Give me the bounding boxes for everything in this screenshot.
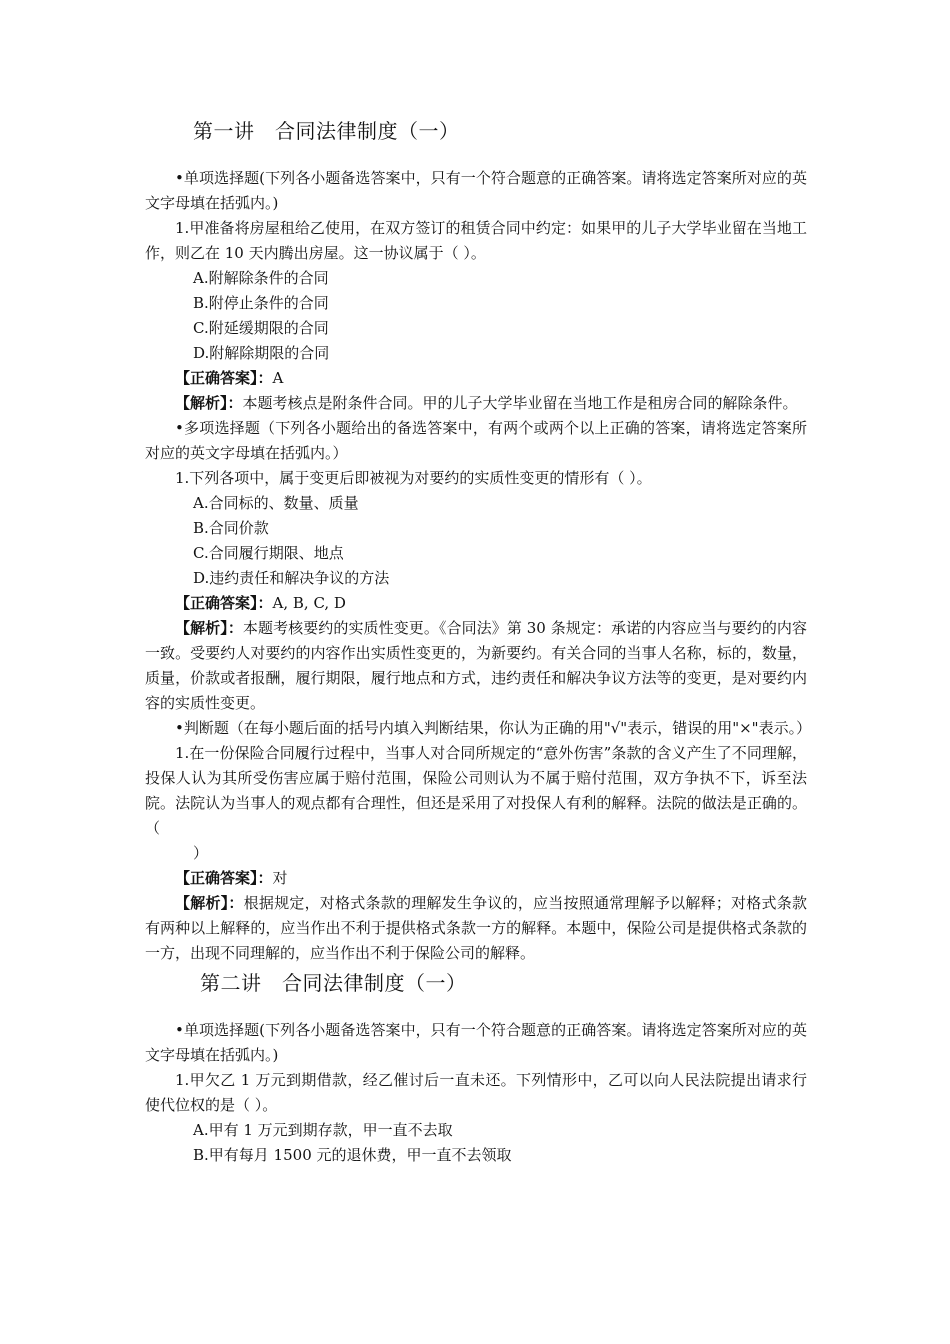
multi-choice-question: 1.下列各项中，属于变更后即被视为对要约的实质性变更的情形有（ ）。: [175, 469, 652, 487]
single-choice-question: 1.甲欠乙 1 万元到期借款，经乙催讨后一直未还。下列情形中，乙可以向人民法院提出请求行使代位权的是（ ）。: [145, 1071, 807, 1114]
option-a: A.合同标的、数量、质量: [193, 494, 359, 512]
judge-header: •判断题（在每小题后面的括号内填入判断结果，你认为正确的用"√"表示，错误的用"×"表示。）: [175, 719, 812, 737]
analysis: [145, 391, 807, 416]
answer-value: A, B, C, D: [272, 594, 346, 612]
analysis-label: 【解析】：: [175, 619, 243, 637]
analysis-text: 本题考核点是附条件合同。甲的儿子大学毕业留在当地工作是租房合同的解除条件。: [242, 394, 798, 412]
analysis-label: 【解析】：: [175, 894, 244, 912]
judge-question-tail: ）: [193, 844, 209, 862]
analysis-label: 【解析】：: [175, 394, 243, 412]
correct-answer: [145, 866, 807, 891]
option-d: D.附解除期限的合同: [193, 344, 330, 362]
analysis-text: 根据规定，对格式条款的理解发生争议的，应当按照通常理解予以解释；对格式条款有两种以上解释的，应当作出不利于提供格式条款一方的解释。本题中，保险公司是提供格式条款的一方，出现不同理解的，应当作出不利于保险公司的解释。: [145, 894, 807, 962]
analysis: [145, 891, 807, 966]
lecture-1-title: 第一讲 合同法律制度（一）: [193, 119, 460, 143]
multi-choice-header: •多项选择题（下列各小题给出的备选答案中，有两个或两个以上正确的答案，请将选定答案所对应的英文字母填在括弧内。）: [145, 419, 807, 462]
option-b: B.附停止条件的合同: [193, 294, 329, 312]
option-d: D.违约责任和解决争议的方法: [193, 569, 390, 587]
single-choice-header: •单项选择题(下列各小题备选答案中，只有一个符合题意的正确答案。请将选定答案所对应的英文字母填在括弧内。): [145, 169, 807, 212]
answer-label: 【正确答案】：: [175, 594, 273, 612]
answer-value: A: [272, 369, 284, 387]
correct-answer: [145, 591, 807, 616]
analysis-text: 本题考核要约的实质性变更。《合同法》第 30 条规定：承诺的内容应当与要约的内容一致。受要约人对要约的内容作出实质性变更的，为新要约。有关合同的当事人名称，标的，数量，质量，价款或者报酬，履行期限，履行地点和方式，违约责任和解决争议方法等的变更，是对要约内容的实质性变更。: [145, 619, 807, 712]
correct-answer: [145, 366, 807, 391]
option-c: C.附延缓期限的合同: [193, 319, 329, 337]
judge-question: 1.在一份保险合同履行过程中，当事人对合同所规定的“意外伤害”条款的含义产生了不同理解，投保人认为其所受伤害应属于赔付范围，保险公司则认为不属于赔付范围，双方争执不下，诉至法院。法院认为当事人的观点都有合理性，但还是采用了对投保人有利的解释。法院的做法是正确的。（: [145, 744, 807, 837]
analysis: [145, 616, 807, 716]
lecture-2-title: 第二讲 合同法律制度（一）: [200, 971, 467, 995]
option-b: B.甲有每月 1500 元的退休费，甲一直不去领取: [193, 1146, 512, 1164]
option-c: C.合同履行期限、地点: [193, 544, 344, 562]
answer-value: 对: [272, 869, 288, 887]
single-choice-question: 1.甲准备将房屋租给乙使用，在双方签订的租赁合同中约定：如果甲的儿子大学毕业留在当地工作，则乙在 10 天内腾出房屋。这一协议属于（ ）。: [145, 219, 807, 262]
document-content: [145, 118, 812, 1168]
single-choice-header: •单项选择题(下列各小题备选答案中，只有一个符合题意的正确答案。请将选定答案所对应的英文字母填在括弧内。): [145, 1021, 807, 1064]
answer-label: 【正确答案】：: [175, 869, 273, 887]
option-a: A.附解除条件的合同: [193, 269, 329, 287]
option-b: B.合同价款: [193, 519, 269, 537]
option-a: A.甲有 1 万元到期存款，甲一直不去取: [193, 1121, 453, 1139]
answer-label: 【正确答案】：: [175, 369, 273, 387]
